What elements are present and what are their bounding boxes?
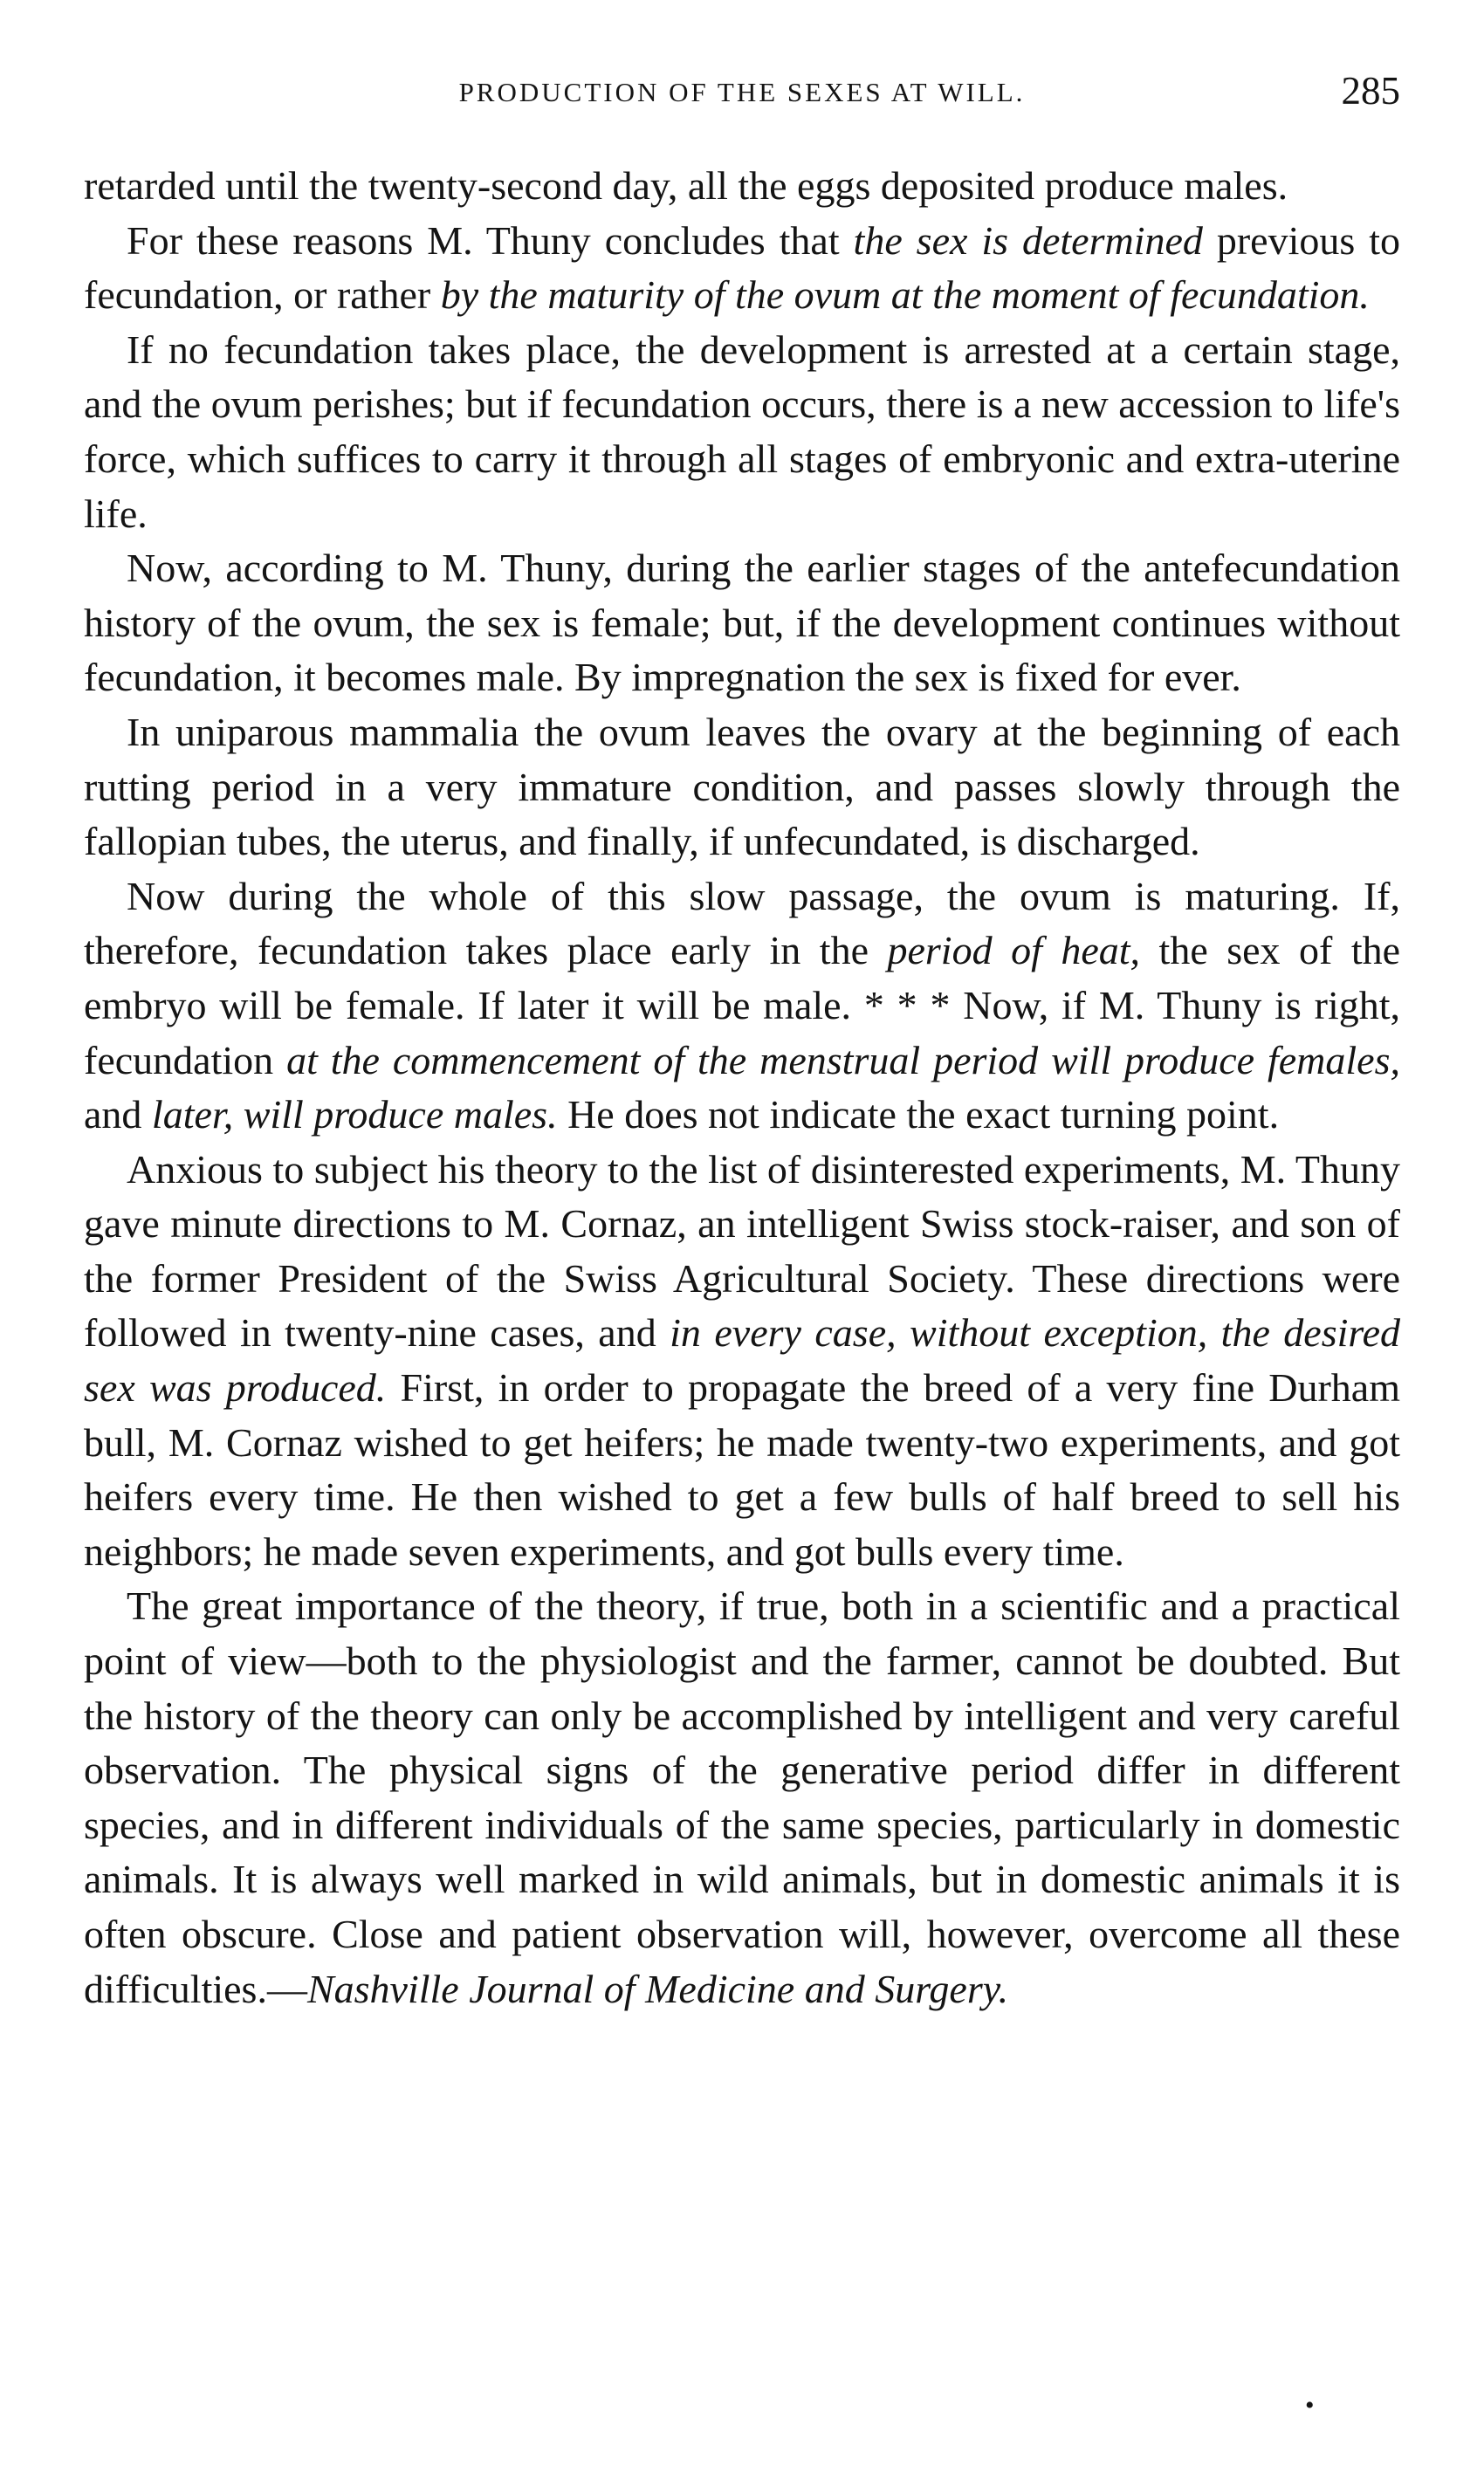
paragraph-text: If no fecundation takes place, the development is arrested at a certain stage, and the ovum perishes; but if fecundation occurs, there is a new accession to life's force, which suffices to carry it through all stages of embryonic and extra-uterine life.: [84, 326, 1400, 536]
paragraph-continuation: [84, 159, 1400, 214]
running-title: PRODUCTION OF THE SEXES AT WILL.: [458, 77, 1026, 107]
paragraph-cornaz-experiments: [84, 1143, 1400, 1580]
paragraph-text: retarded until the twenty-second day, all the eggs deposited produce males.: [84, 163, 1288, 208]
paragraph-text: The great importance of the theory, if true, both in a scientific and a practical point of view—both to the physiologist and the farmer, cannot be doubted. But the history of the theory can only be accomplished by intelligent and very careful observation. The physical signs of the generative period differ in different species, and in different individuals of the same species, particularly in domestic animals. It is always well marked in wild animals, but in domestic animals it is often obscure. Close and patient observation will, however, overcome all these difficulties.—: [84, 1583, 1400, 2011]
running-head: [84, 68, 1400, 120]
paragraph-text: For these reasons M. Thuny concludes that: [127, 217, 854, 263]
paragraph-text: and: [84, 1092, 152, 1137]
paragraph-text: Now during the whole of this slow passage, the ovum is maturing. If, therefore, fecundation takes place early in the: [84, 873, 1400, 973]
paragraph-thuny-conclusion: [84, 214, 1400, 323]
paragraph-text: the sex of the embryo will be female. If later it will be male. * * * Now, if M. Thuny is right, fecundation: [84, 928, 1401, 1082]
italic-phrase: by the maturity of the ovum at the moment of fecundation.: [440, 272, 1370, 318]
italic-phrase: the sex is determined: [853, 217, 1203, 263]
paragraph-importance: [84, 1579, 1400, 2016]
paragraph-no-fecundation: [84, 323, 1400, 541]
paragraph-ovum-maturing: [84, 869, 1400, 1143]
italic-phrase: later, will produce males.: [151, 1092, 558, 1137]
paragraph-text: previous to fecundation, or rather: [84, 217, 1401, 318]
paragraph-text: Now, according to M. Thuny, during the earlier stages of the antefecundation history of the ovum, the sex is female; but, if the development continues without fecundation, it becomes male. By impregnation the sex is fixed for ever.: [84, 546, 1400, 700]
body-text: [84, 159, 1400, 2016]
paragraph-text: Anxious to subject his theory to the list of disinterested experiments, M. Thuny gave minute directions to M. Cornaz, an intelligent Swiss stock-raiser, and son of the former President of the Swiss Agricultural Society. These directions were followed in twenty-nine cases, and: [84, 1146, 1400, 1356]
paragraph-sex-stages: [84, 541, 1400, 705]
italic-phrase: period of heat,: [887, 928, 1141, 973]
end-mark-icon: •: [1305, 2391, 1315, 2420]
paragraph-text: First, in order to propagate the breed of a very fine Durham bull, M. Cornaz wished to get heifers; he made twenty-two experiments, and got heifers every time. He then wished to get a few bulls of half breed to sell his neighbors; he made seven experiments, and got bulls every time.: [84, 1365, 1400, 1574]
paragraph-text: He does not indicate the exact turning point.: [557, 1092, 1280, 1137]
italic-phrase: at the commencement of the menstrual period will produce females,: [286, 1037, 1400, 1082]
italic-phrase: in every case, without exception, the desired sex was produced.: [84, 1310, 1400, 1411]
paragraph-text: In uniparous mammalia the ovum leaves the ovary at the beginning of each rutting period in a very immature condition, and passes slowly through the fallopian tubes, the uterus, and finally, if unfecundated, is discharged.: [84, 709, 1400, 864]
source-citation: Nashville Journal of Medicine and Surgery.: [306, 1966, 1009, 2011]
paragraph-uniparous-mammalia: [84, 705, 1400, 869]
page-number: 285: [1341, 69, 1400, 113]
